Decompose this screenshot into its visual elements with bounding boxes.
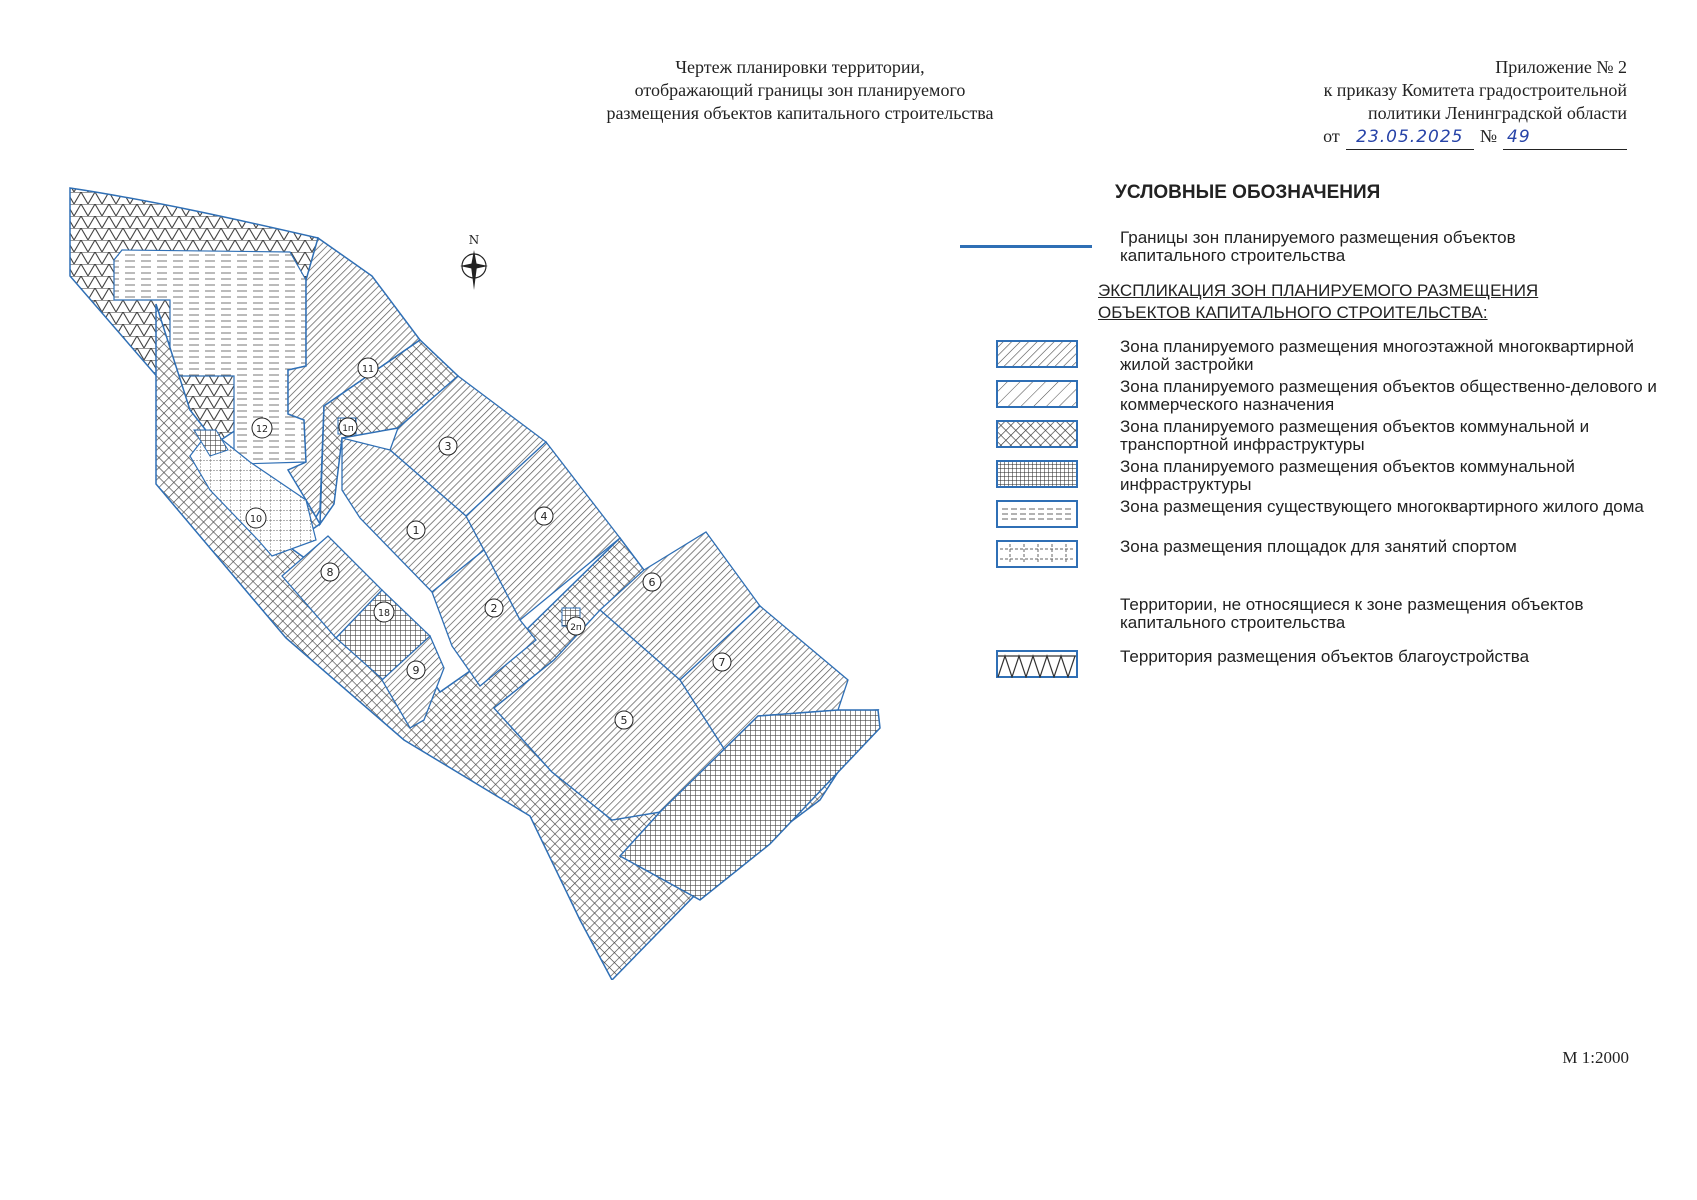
zone-marker-10 <box>246 508 266 528</box>
zone-marker-7 <box>713 653 731 671</box>
legend-landscaping-text: Территория размещения объектов благоустройства <box>1120 647 1530 666</box>
north-arrow <box>460 233 488 290</box>
zone-marker-12 <box>252 418 272 438</box>
grid-swatch-icon <box>996 460 1078 488</box>
zone-marker-1 <box>407 521 425 539</box>
legend-title: УСЛОВНЫЕ ОБОЗНАЧЕНИЯ <box>1115 182 1381 203</box>
order-number-sign: № <box>1479 126 1497 146</box>
legend-zone-text: Зона планируемого размещения объектов коммунальной и транспортной инфраструктуры <box>1120 417 1590 454</box>
zone-marker-7-label: 7 <box>718 656 726 669</box>
zone-marker-1p <box>339 418 357 436</box>
zone-marker-3 <box>439 437 457 455</box>
sport-grid-swatch-icon <box>996 540 1078 568</box>
legend-zone-row <box>960 338 1680 378</box>
order-line <box>1067 125 1627 150</box>
zone-marker-8 <box>321 563 339 581</box>
drawing-title <box>560 56 1040 125</box>
zone-marker-3-label: 3 <box>444 440 452 453</box>
zone-marker-5 <box>615 711 633 729</box>
zone-marker-6 <box>643 573 661 591</box>
legend-boundary-text: Границы зон планируемого размещения объектов капитального строительства <box>1120 228 1516 265</box>
appendix-line-3: политики Ленинградской области <box>1367 103 1627 123</box>
legend-zone-row <box>960 378 1680 418</box>
order-prefix: от <box>1323 126 1340 146</box>
map-scale: М 1:2000 <box>1562 1048 1629 1067</box>
planning-map <box>60 180 980 980</box>
boundary-line-swatch <box>960 245 1092 248</box>
zone-marker-4 <box>535 507 553 525</box>
drawing-title-line-1: Чертеж планировки территории, <box>675 57 925 77</box>
zone-marker-9-label: 9 <box>412 664 420 677</box>
drawing-title-line-3: размещения объектов капитального строительства <box>606 103 994 123</box>
hatch-sparse-swatch-icon <box>996 380 1078 408</box>
legend-landscaping-row <box>960 648 1680 688</box>
zone-marker-1p-label: 1п <box>342 424 354 434</box>
zone-marker-2-label: 2 <box>490 602 498 615</box>
zone-marker-4-label: 4 <box>540 510 548 523</box>
zone-marker-11 <box>358 358 378 378</box>
appendix-block <box>1067 56 1627 150</box>
explication-title: ЭКСПЛИКАЦИЯ ЗОН ПЛАНИРУЕМОГО РАЗМЕЩЕНИЯ ОБЪЕКТОВ КАПИТАЛЬНОГО СТРОИТЕЛЬСТВА: <box>1098 281 1539 322</box>
order-date: 23.05.2025 <box>1346 126 1474 150</box>
legend-zone-text: Зона планируемого размещения объектов общественно-делового и коммерческого назначения <box>1120 377 1657 414</box>
zone-marker-18-label: 18 <box>377 608 391 619</box>
legend-zone-text: Зона размещения площадок для занятий спортом <box>1120 537 1517 556</box>
zone-marker-2p-label: 2п <box>570 623 582 633</box>
order-number: 49 <box>1503 126 1627 150</box>
compass-needle-icon <box>471 250 477 290</box>
hatch-dense-swatch-icon <box>996 340 1078 368</box>
legend-zone-row <box>960 418 1680 458</box>
legend-zone-text: Зона планируемого размещения многоэтажной многоквартирной жилой застройки <box>1120 337 1634 374</box>
crosshatch-swatch-icon <box>996 420 1078 448</box>
zone-marker-2p <box>567 617 585 635</box>
zone-marker-9 <box>407 661 425 679</box>
triangles-swatch-icon <box>996 650 1078 678</box>
legend-zone-row <box>960 538 1680 578</box>
zone-marker-1-label: 1 <box>412 524 420 537</box>
zone-marker-10-label: 10 <box>249 514 263 525</box>
zone-marker-8-label: 8 <box>326 566 334 579</box>
appendix-line-2: к приказу Комитета градостроительной <box>1323 80 1627 100</box>
zone-marker-6-label: 6 <box>648 576 656 589</box>
planning-map-svg <box>60 180 980 980</box>
zone-marker-11-label: 11 <box>361 364 375 375</box>
legend-zone-row <box>960 498 1680 538</box>
zone-marker-12-label: 12 <box>255 424 269 435</box>
legend-non-zone-text: Территории, не относящиеся к зоне размещения объектов капитального строительства <box>1120 595 1584 632</box>
legend-zone-text: Зона размещения существующего многоквартирного жилого дома <box>1120 497 1644 516</box>
north-arrow-label: N <box>468 233 480 247</box>
zone-marker-18 <box>374 602 394 622</box>
zone-marker-2 <box>485 599 503 617</box>
legend-zone-text: Зона планируемого размещения объектов коммунальной инфраструктуры <box>1120 457 1575 494</box>
legend-zone-row <box>960 458 1680 498</box>
compass-cross-icon <box>460 263 488 269</box>
dashed-lines-swatch-icon <box>996 500 1078 528</box>
drawing-title-line-2: отображающий границы зон планируемого <box>634 80 966 100</box>
zone-marker-5-label: 5 <box>620 714 628 727</box>
appendix-line-1: Приложение № 2 <box>1495 57 1627 77</box>
